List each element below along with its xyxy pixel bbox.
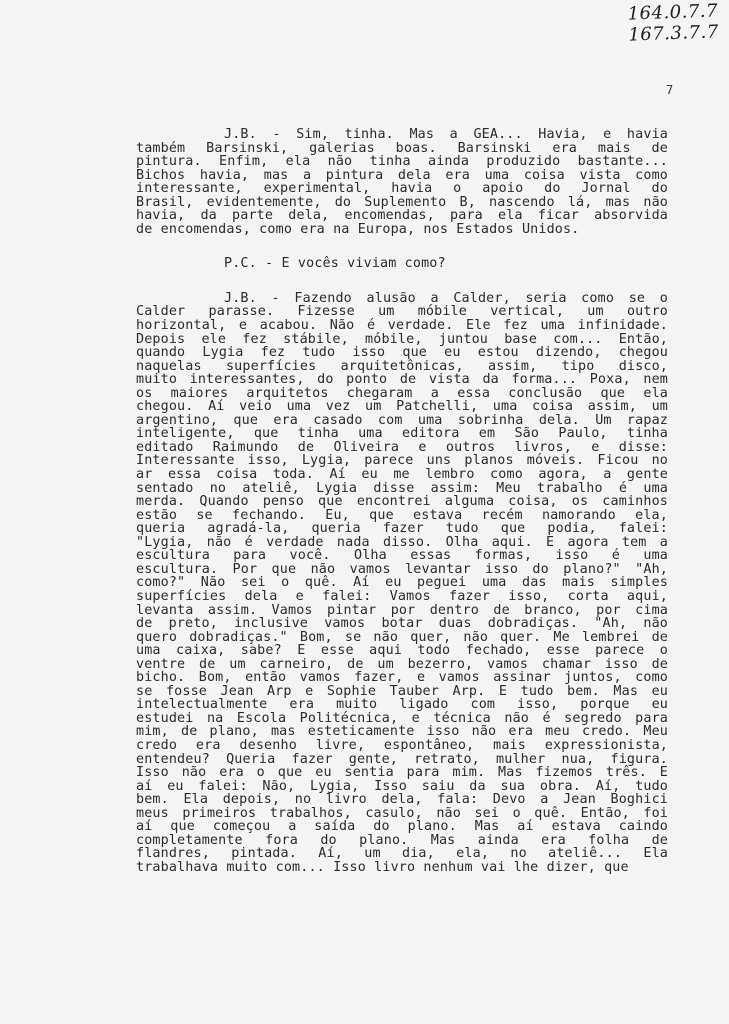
line-text: Brasil, evidentemente, do Suplemento B, nascendo lá, mas não — [136, 194, 668, 210]
page-number: 7 — [666, 83, 674, 97]
line-text: ventre de um carneiro, de um bezerro, vamos chamar isso de — [136, 656, 668, 672]
line-text: se fosse Jean Arp e Sophie Tauber Arp. E tudo bem. Mas eu — [136, 683, 668, 699]
text-line — [136, 155, 668, 169]
line-text: de preto, inclusive vamos botar duas dobradiças. "Ah, não — [136, 616, 668, 632]
text-line — [136, 427, 668, 441]
text-line — [136, 549, 668, 563]
text-line — [136, 360, 668, 374]
line-text: escultura. Por que não vamos levantar isso do plano?" "Ah, — [136, 561, 668, 577]
line-text: merda. Quando penso que encontrei alguma coisa, os caminhos — [136, 494, 668, 510]
text-line — [136, 644, 668, 658]
line-text: chegou. Aí veio uma vez um Patchelli, uma coisa assim, um — [136, 399, 668, 415]
text-line — [136, 209, 668, 223]
line-text: interessante, experimental, havia o apoio do Jornal do — [136, 181, 668, 197]
text-line — [136, 333, 668, 347]
line-text: sentado no ateliê, Lygia disse assim: Meu trabalho é uma — [136, 480, 668, 496]
line-text: credo era desenho livre, espontâneo, mais expressionista, — [136, 737, 668, 753]
text-line — [136, 400, 668, 414]
text-line — [136, 820, 668, 834]
line-text: ar essa coisa toda. Aí eu me lembro como agora, a gente — [136, 467, 668, 483]
transcript-body — [136, 128, 668, 874]
text-line — [136, 128, 668, 142]
text-line — [136, 495, 668, 509]
line-text: P.C. - E vocês viviam como? — [224, 256, 446, 272]
text-line — [136, 617, 668, 631]
text-line — [136, 257, 668, 271]
text-line — [136, 658, 668, 672]
line-text: aí que começou a saída do plano. Mas aí estava caindo — [136, 819, 668, 835]
line-text: entendeu? Queria fazer gente, retrato, mulher nua, figura. — [136, 751, 668, 767]
text-line — [136, 414, 668, 428]
line-text: completamente fora do plano. Mas ainda era folha de — [136, 832, 668, 848]
line-text: Isso não era o que eu sentia para mim. Mas fizemos três. E — [136, 765, 668, 781]
text-line — [136, 590, 668, 604]
text-line — [136, 739, 668, 753]
text-line — [136, 861, 668, 875]
text-line — [136, 522, 668, 536]
line-text: escultura para você. Olha essas formas, isso é uma — [136, 548, 668, 564]
line-text: quando Lygia fez tudo isso que eu estou dizendo, chegou — [136, 345, 668, 361]
archive-code-line: 164.0.7.7 — [627, 0, 719, 25]
line-text: argentino, que era casado com uma sobrinha dela. Um rapaz — [136, 412, 668, 428]
line-text: aí eu falei: Não, Lygia, Isso saiu da sua obra. Aí, tudo — [136, 778, 668, 794]
line-text: os maiores arquitetos chegaram a essa conclusão que ela — [136, 385, 668, 401]
line-text: flandres, pintada. Aí, um dia, ela, no ateliê... Ela — [136, 846, 668, 862]
text-line — [136, 685, 668, 699]
line-text: naquelas superfícies arquitetônicas, assim, tipo disco, — [136, 358, 668, 374]
line-text: pintura. Enfim, ela não tinha ainda produzido bastante... — [136, 154, 668, 170]
line-text: bicho. Bom, então vamos fazer, e vamos assinar juntos, como — [136, 670, 668, 686]
line-text: editado Raimundo de Oliveira e outros livros, e disse: — [136, 439, 668, 455]
archive-code-handwritten — [627, 0, 719, 45]
line-text: levanta assim. Vamos pintar por dentro de branco, por cima — [136, 602, 668, 618]
line-text: muito interessantes, do ponto de vista da forma... Poxa, nem — [136, 372, 668, 388]
line-text: J.B. - Fazendo alusão a Calder, seria como se o — [224, 290, 668, 306]
archive-code-line: 167.3.7.7 — [628, 21, 720, 46]
text-line — [136, 576, 668, 590]
text-line — [136, 169, 668, 183]
text-line — [136, 671, 668, 685]
line-text: quero dobradiças." Bom, se não quer, não quer. Me lembrei de — [136, 629, 668, 645]
transcript-paragraph — [136, 257, 668, 271]
line-text: horizontal, e acabou. Não é verdade. Ele fez uma infinidade. — [136, 318, 668, 334]
text-line — [136, 482, 668, 496]
line-text: J.B. - Sim, tinha. Mas a GEA... Havia, e havia — [224, 127, 668, 142]
line-text: inteligente, que tinha uma editora em São Paulo, tinha — [136, 426, 668, 442]
transcript-paragraph — [136, 292, 668, 875]
line-text: superfícies dela e falei: Vamos fazer isso, corta aqui, — [136, 588, 668, 604]
line-text: estão se fechando. Eu, que estava recém namorando ela, — [136, 507, 668, 523]
line-text: mim, de plano, mas esteticamente isso não era meu credo. Meu — [136, 724, 668, 740]
text-line — [136, 182, 668, 196]
paragraph-gap — [136, 271, 668, 292]
paragraph-gap — [136, 236, 668, 257]
text-line — [136, 454, 668, 468]
line-text: "Lygia, não é verdade nada disso. Olha aqui. E agora tem a — [136, 534, 668, 550]
line-text: havia, da parte dela, encomendas, para ela ficar absorvida — [136, 208, 668, 224]
line-text: Calder parasse. Fizesse um móbile vertical, um outro — [136, 304, 668, 320]
text-line — [136, 631, 668, 645]
line-text: intelectualmente era muito ligado com isso, porque eu — [136, 697, 668, 713]
line-text: de encomendas, como era na Europa, nos Estados Unidos. — [136, 221, 580, 237]
text-line — [136, 346, 668, 360]
line-text: uma caixa, sabe? E esse aqui todo fechado, esse parece o — [136, 643, 668, 659]
text-line — [136, 196, 668, 210]
transcript-paragraph — [136, 128, 668, 236]
line-text: meus primeiros trabalhos, casulo, não sei o quê. Então, foi — [136, 805, 668, 821]
line-text: como?" Não sei o quê. Aí eu peguei uma das mais simples — [136, 575, 668, 591]
text-line — [136, 698, 668, 712]
text-line — [136, 305, 668, 319]
line-text: Interessante isso, Lygia, parece uns planos móveis. Ficou no — [136, 453, 668, 469]
line-text: também Barsinski, galerias boas. Barsinski era mais de — [136, 140, 668, 156]
text-line — [136, 319, 668, 333]
line-text: estudei na Escola Politécnica, e técnica não é segredo para — [136, 710, 668, 726]
text-line — [136, 793, 668, 807]
text-line — [136, 142, 668, 156]
text-line — [136, 223, 668, 237]
line-text: trabalhava muito com... Isso livro nenhum vai lhe dizer, que — [136, 859, 629, 875]
text-line — [136, 468, 668, 482]
text-line — [136, 766, 668, 780]
text-line — [136, 373, 668, 387]
line-text: bem. Ela depois, no livro dela, fala: Devo a Jean Boghici — [136, 792, 668, 808]
line-text: Bichos havia, mas a pintura dela era uma coisa vista como — [136, 167, 668, 183]
line-text: Depois ele fez stábile, móbile, juntou base com... Então, — [136, 331, 668, 347]
text-line — [136, 725, 668, 739]
text-line — [136, 712, 668, 726]
text-line — [136, 847, 668, 861]
text-line — [136, 780, 668, 794]
text-line — [136, 604, 668, 618]
line-text: queria agradá-la, queria fazer tudo que podia, falei: — [136, 521, 668, 537]
